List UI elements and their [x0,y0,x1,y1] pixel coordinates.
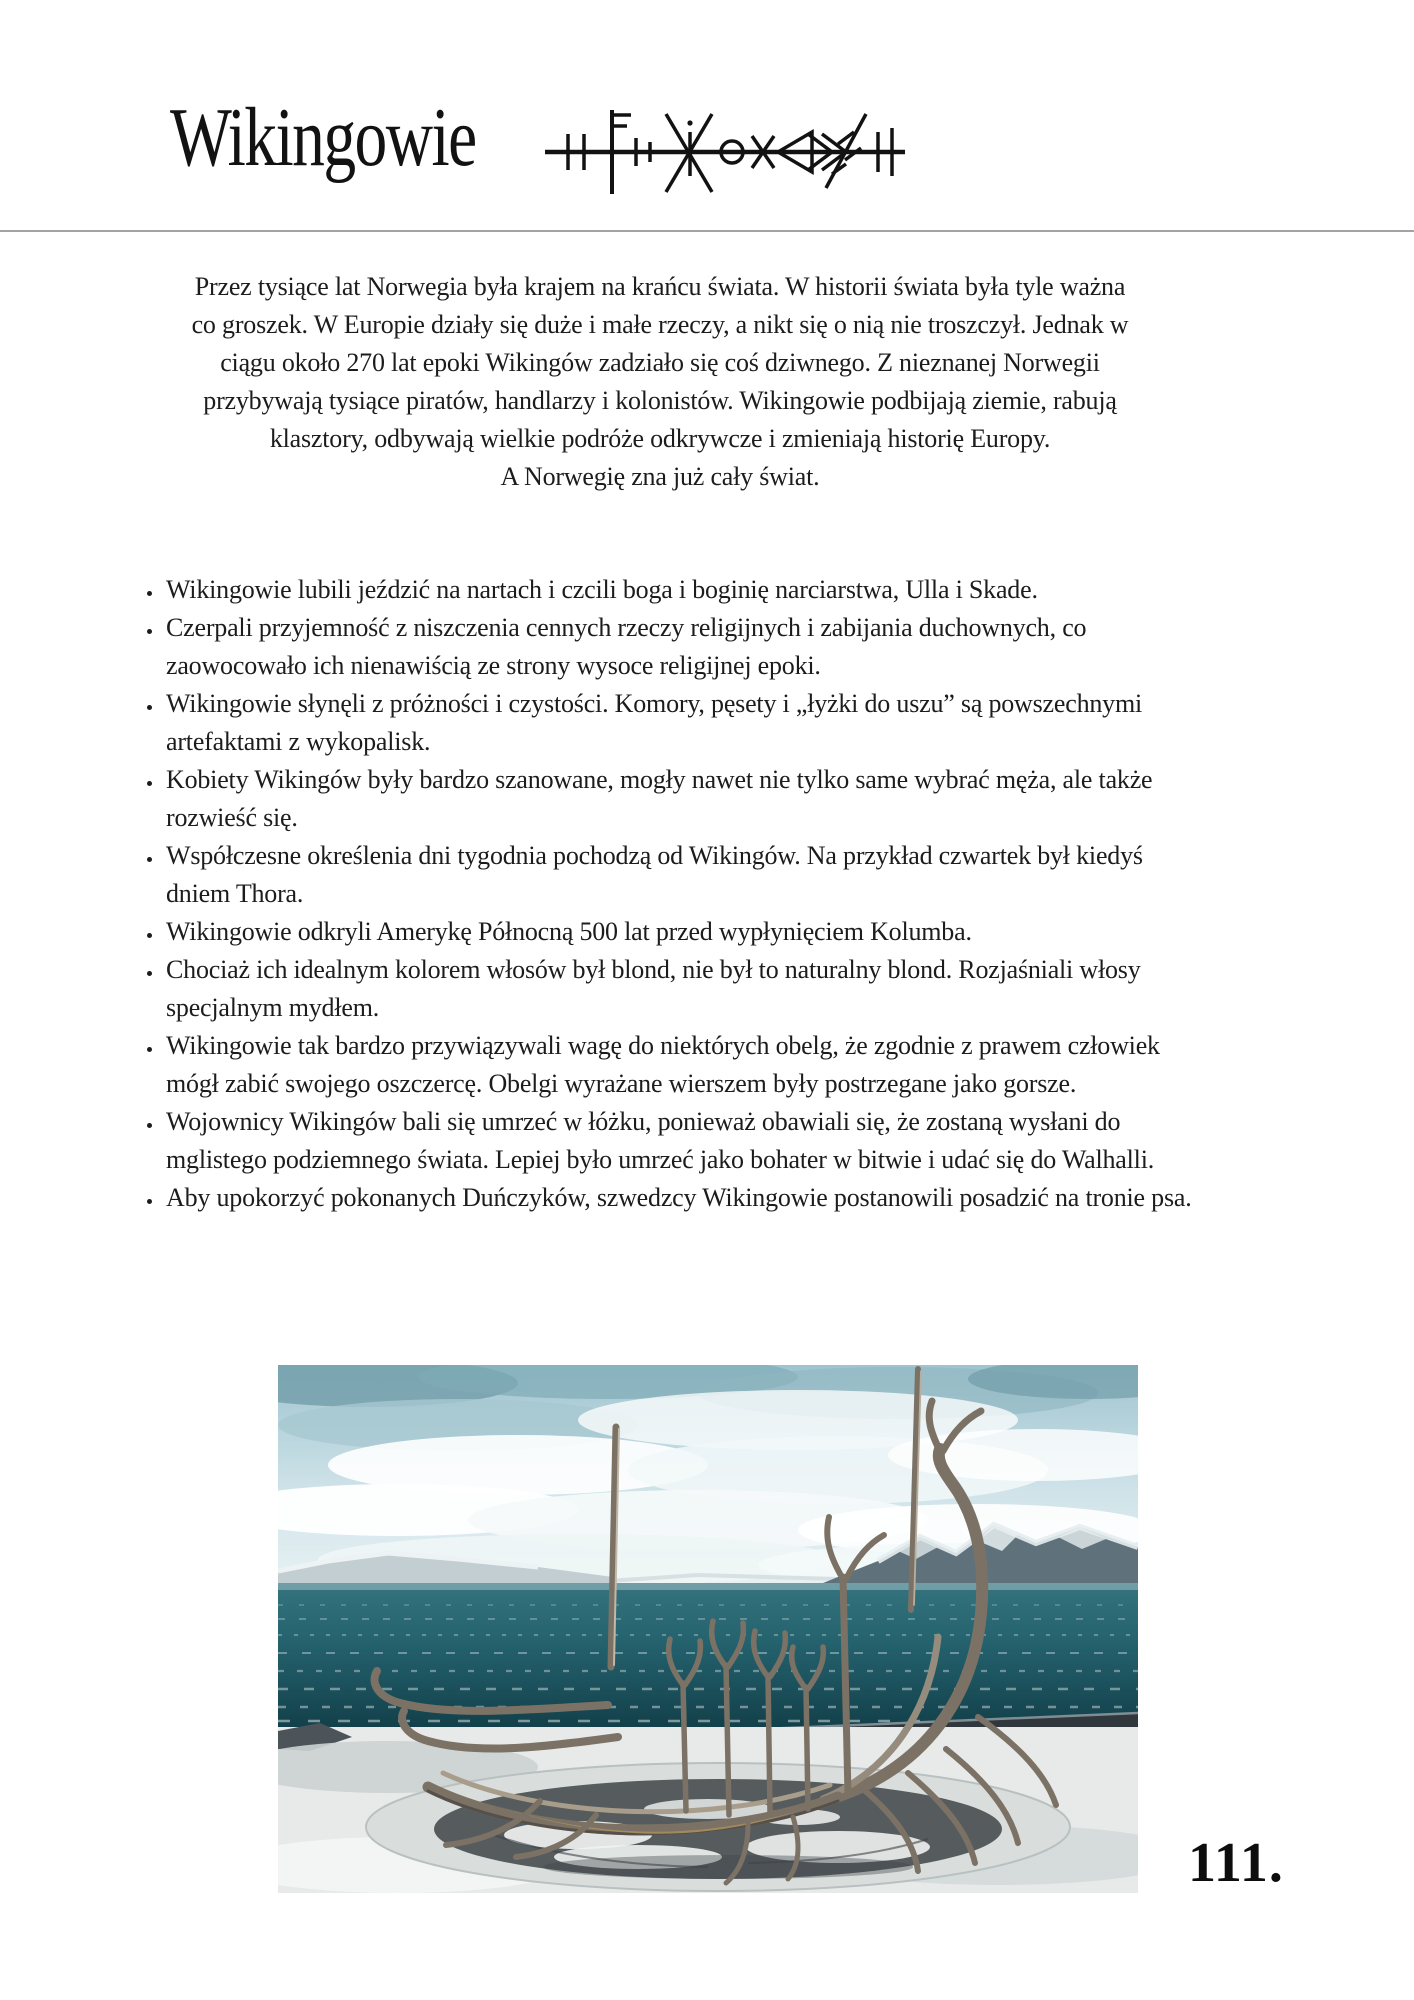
list-item: • Wikingowie słynęli z próżności i czystości. Komory, pęsety i „łyżki do uszu” są powszechnymi artefaktami z wykopalisk. [164,685,1192,761]
list-item: • Czerpali przyjemność z niszczenia cennych rzeczy religijnych i zabijania duchownych, co zaowocowało ich nienawiścią ze strony wysoce religijnej epoki. [164,609,1192,685]
facts-list [130,571,1192,1217]
facts-section [130,571,1192,1217]
intro-line: przybywają tysiące piratów, handlarzy i kolonistów. Wikingowie podbijają ziemie, rabują [203,386,1117,415]
list-item: • Wojownicy Wikingów bali się umrzeć w łóżku, ponieważ obawiali się, że zostaną wysłani do mglistego podziemnego świata. Lepiej było umrzeć jako bohater w bitwie i udać się do Walhalli. [164,1103,1192,1179]
page-header [170,91,1270,206]
list-item: • Kobiety Wikingów były bardzo szanowane, mogły nawet nie tylko same wybrać męża, ale także rozwieść się. [164,761,1192,837]
sun-voyager-sculpture-photo [278,1365,1138,1893]
list-item: • Wikingowie odkryli Amerykę Północną 500 lat przed wypłynięciem Kolumba. [164,913,1192,951]
list-item: • Współczesne określenia dni tygodnia pochodzą od Wikingów. Na przykład czwartek był kiedyś dniem Thora. [164,837,1192,913]
runic-stave-icon [540,104,910,200]
list-item: • Wikingowie tak bardzo przywiązywali wagę do niektórych obelg, że zgodnie z prawem człowiek mógł zabić swojego oszczercę. Obelgi wyrażane wierszem były postrzegane jako gorsze. [164,1027,1192,1103]
intro-line: Przez tysiące lat Norwegia była krajem na krańcu świata. W historii świata była tyle ważna [194,272,1126,301]
page-title: Wikingowie [170,91,476,184]
intro-line: ciągu około 270 lat epoki Wikingów zadziało się coś dziwnego. Z nieznanej Norwegii [220,348,1100,377]
list-item: • Aby upokorzyć pokonanych Duńczyków, szwedzcy Wikingowie postanowili posadzić na tronie psa. [164,1179,1192,1217]
list-item: • Chociaż ich idealnym kolorem włosów był blond, nie był to naturalny blond. Rozjaśniali włosy specjalnym mydłem. [164,951,1192,1027]
header-divider [0,230,1414,232]
intro-line: A Norwegię zna już cały świat. [500,462,820,491]
intro-line: klasztory, odbywają wielkie podróże odkrywcze i zmieniają historię Europy. [269,424,1051,453]
list-item: • Wikingowie lubili jeździć na nartach i czcili boga i boginię narciarstwa, Ulla i Skade. [164,571,1192,609]
photo-canvas [278,1365,1138,1893]
page-number: 111. [1188,1832,1284,1894]
intro-line: co groszek. W Europie działy się duże i małe rzeczy, a nikt się o nią nie troszczył. Jednak w [191,310,1129,339]
intro-paragraph [130,268,1190,496]
